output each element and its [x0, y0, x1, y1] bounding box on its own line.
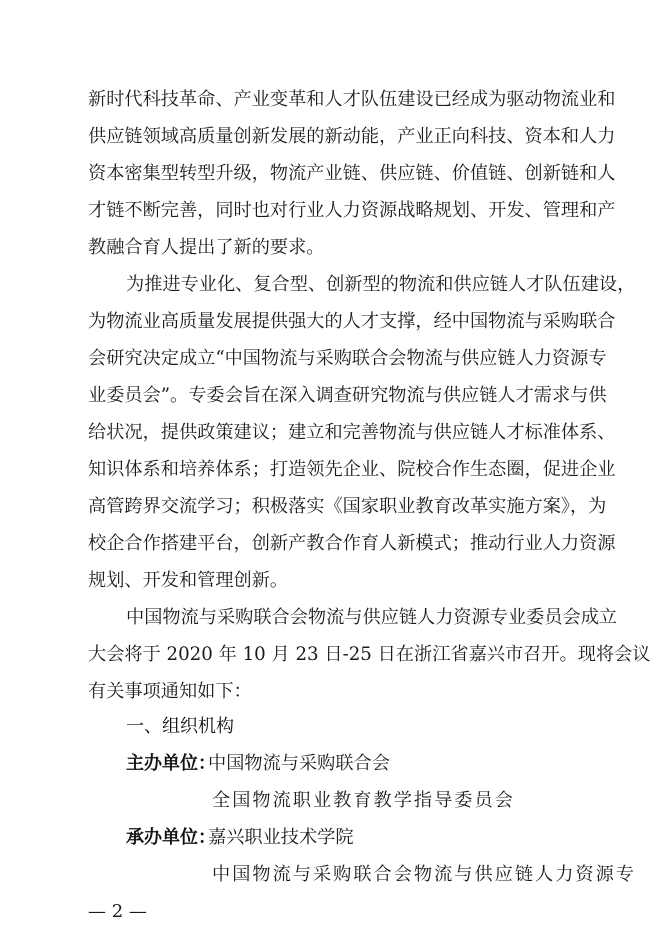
paragraph-1-line: 供应链领域高质量创新发展的新动能，产业正向科技、资本和人力 [88, 126, 616, 147]
paragraph-2-line: 会研究决定成立“中国物流与采购联合会物流与供应链人力资源专 [88, 348, 607, 369]
paragraph-3-line: 有关事项通知如下： [88, 681, 252, 702]
section-heading: 一、组织机构 [126, 716, 234, 737]
paragraph-2-line: 规划、开发和管理创新。 [88, 570, 289, 591]
paragraph-2-line: 为物流业高质量发展提供强大的人才支撑，经中国物流与采购联合 [88, 311, 616, 332]
paragraph-2-line: 业委员会”。专委会旨在深入调查研究物流与供应链人才需求与供 [88, 385, 607, 406]
paragraph-2-line: 为推进专业化、复合型、创新型的物流和供应链人才队伍建设， [126, 274, 636, 295]
paragraph-1-line: 教融合育人提出了新的要求。 [88, 237, 325, 258]
paragraph-1-line: 资本密集型转型升级，物流产业链、供应链、价值链、创新链和人 [88, 163, 616, 184]
organizer-label: 承办单位： [126, 827, 216, 848]
paragraph-3-line: 中国物流与采购联合会物流与供应链人力资源专业委员会成立 [126, 607, 618, 628]
paragraph-3-line: 大会将于 2020 年 10 月 23 日-25 日在浙江省嘉兴市召开。现将会议 [88, 644, 651, 665]
paragraph-2-line: 高管跨界交流学习；积极落实《国家职业教育改革实施方案》，为 [88, 496, 607, 517]
organizer-value: 中国物流与采购联合会物流与供应链人力资源专 [212, 864, 636, 885]
paragraph-1-line: 才链不断完善，同时也对行业人力资源战略规划、开发、管理和产 [88, 200, 616, 221]
host-value: 中国物流与采购联合会 [208, 753, 390, 774]
host-label: 主办单位： [126, 753, 216, 774]
organizer-value: 嘉兴职业技术学院 [208, 827, 354, 848]
paragraph-2-line: 校企合作搭建平台，创新产教合作育人新模式；推动行业人力资源 [88, 533, 616, 554]
host-value: 全国物流职业教育教学指导委员会 [212, 790, 515, 811]
paragraph-1-line: 新时代科技革命、产业变革和人才队伍建设已经成为驱动物流业和 [88, 89, 616, 110]
paragraph-2-line: 知识体系和培养体系；打造领先企业、院校合作生态圈，促进企业 [88, 459, 616, 480]
page-number: — 2 — [88, 901, 147, 922]
paragraph-2-line: 给状况，提供政策建议；建立和完善物流与供应链人才标准体系、 [88, 422, 616, 443]
